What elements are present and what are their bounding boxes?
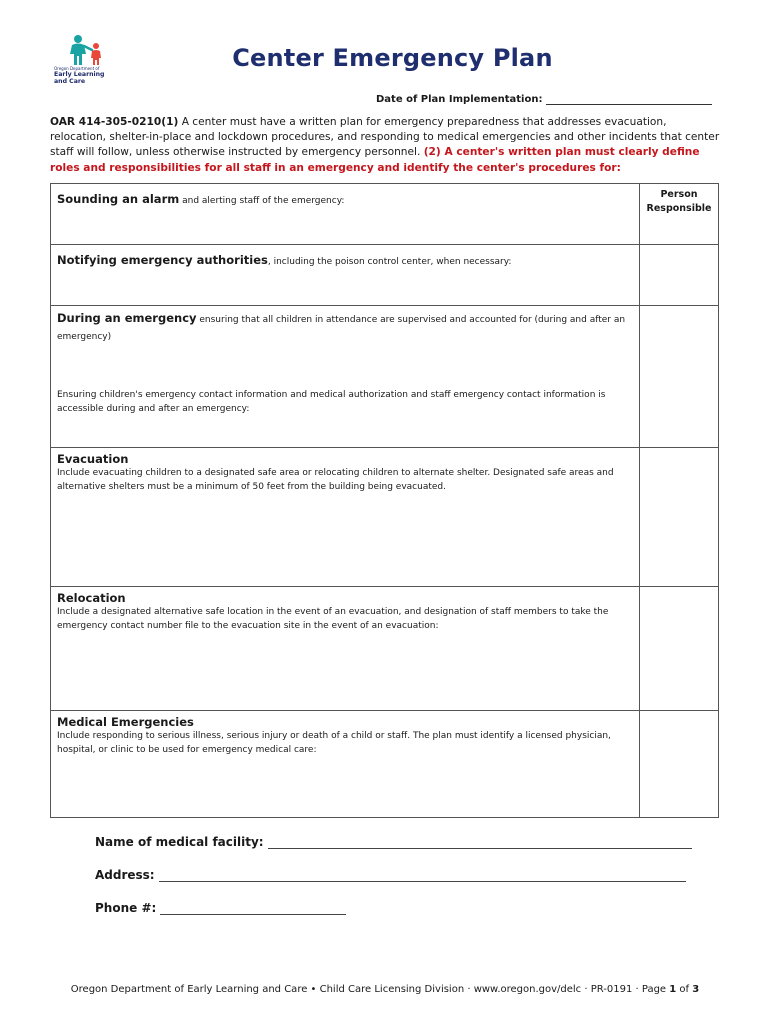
table-row-during: [51, 306, 719, 448]
medical-description: Include responding to serious illness, serious injury or death of a child or staff. The plan must identify a licensed physician, hospital, or clinic to be used for emergency medical care:: [57, 731, 611, 755]
footer-text: Oregon Department of Early Learning and Care • Child Care Licensing Division · www.oregon.gov/delc · PR-0191 · Page: [70, 984, 670, 995]
date-of-plan: [376, 94, 712, 105]
intro-requirement: (2) A center's written plan must clearly define roles and responsibilities for all staff in an emergency and identify the center's procedures for:: [50, 146, 700, 174]
medical-heading: Medical Emergencies: [57, 715, 194, 729]
table-row-medical: [51, 711, 719, 818]
logo-line1: Oregon Department of: [54, 66, 100, 71]
notify-description: , including the poison control center, when necessary:: [267, 257, 512, 267]
footer-page-number: 1: [669, 984, 677, 995]
address-row: [95, 868, 686, 882]
relocation-cell[interactable]: [51, 587, 640, 711]
alarm-heading: Sounding an alarm: [57, 192, 180, 206]
during-extra: Ensuring children's emergency contact information and medical authorization and staff emergency contact information is accessible during and after an emergency:: [57, 390, 606, 414]
during-person-cell[interactable]: [640, 306, 719, 448]
notify-cell[interactable]: [51, 245, 640, 306]
relocation-description: Include a designated alternative safe location in the event of an evacuation, and designation of staff members to take the emergency contact number file to the evacuation site in the event of an evacuation:: [57, 607, 609, 631]
address-label: Address:: [95, 868, 155, 882]
logo-line2: Early Learning: [54, 71, 105, 78]
logo-line3: and Care: [54, 78, 86, 85]
page-title: Center Emergency Plan: [232, 44, 553, 72]
page-footer: [0, 984, 770, 995]
evacuation-person-cell[interactable]: [640, 448, 719, 587]
during-cell[interactable]: [51, 306, 640, 448]
evacuation-cell[interactable]: [51, 448, 640, 587]
phone-row: [95, 901, 346, 915]
during-heading: During an emergency: [57, 311, 197, 325]
evacuation-heading: Evacuation: [57, 452, 129, 466]
medical-person-cell[interactable]: [640, 711, 719, 818]
relocation-person-cell[interactable]: [640, 587, 719, 711]
evacuation-description: Include evacuating children to a designated safe area or relocating children to alternate shelter. Designated safe areas and alternative shelters must be a minimum of 50 feet from the building being evacuated.: [57, 468, 614, 492]
relocation-heading: Relocation: [57, 591, 126, 605]
person-responsible-header-cell: [640, 184, 719, 245]
table-row-notify: [51, 245, 719, 306]
medical-facility-row: [95, 835, 692, 849]
table-row-alarm: [51, 184, 719, 245]
address-field[interactable]: [159, 869, 686, 882]
oar-code: OAR 414-305-0210(1): [50, 116, 179, 128]
footer-of: of: [676, 984, 693, 995]
table-row-relocation: [51, 587, 719, 711]
notify-person-cell[interactable]: [640, 245, 719, 306]
notify-heading: Notifying emergency authorities: [57, 253, 268, 267]
medical-facility-field[interactable]: [268, 836, 692, 849]
date-label: Date of Plan Implementation:: [376, 94, 543, 105]
alarm-cell[interactable]: [51, 184, 640, 245]
intro-paragraph: [50, 115, 722, 176]
intro-text: A center must have a written plan for emergency preparedness that addresses evacuation, relocation, shelter-in-place and lockdown procedures, and responding to medical emergencies and other incidents that center staff will follow, unless otherwise instructed by emergency personnel.: [50, 116, 720, 159]
table-row-evacuation: [51, 448, 719, 587]
footer-page-total: 3: [692, 984, 700, 995]
phone-label: Phone #:: [95, 901, 157, 915]
medical-facility-label: Name of medical facility:: [95, 835, 264, 849]
alarm-description: and alerting staff of the emergency:: [179, 196, 345, 206]
date-field[interactable]: [546, 94, 712, 105]
during-description: ensuring that all children in attendance are supervised and accounted for (during and after an emergency): [57, 315, 626, 342]
emergency-plan-table: [50, 183, 719, 818]
person-responsible-header: Person Responsible: [646, 189, 712, 214]
medical-cell[interactable]: [51, 711, 640, 818]
phone-field[interactable]: [160, 902, 346, 915]
